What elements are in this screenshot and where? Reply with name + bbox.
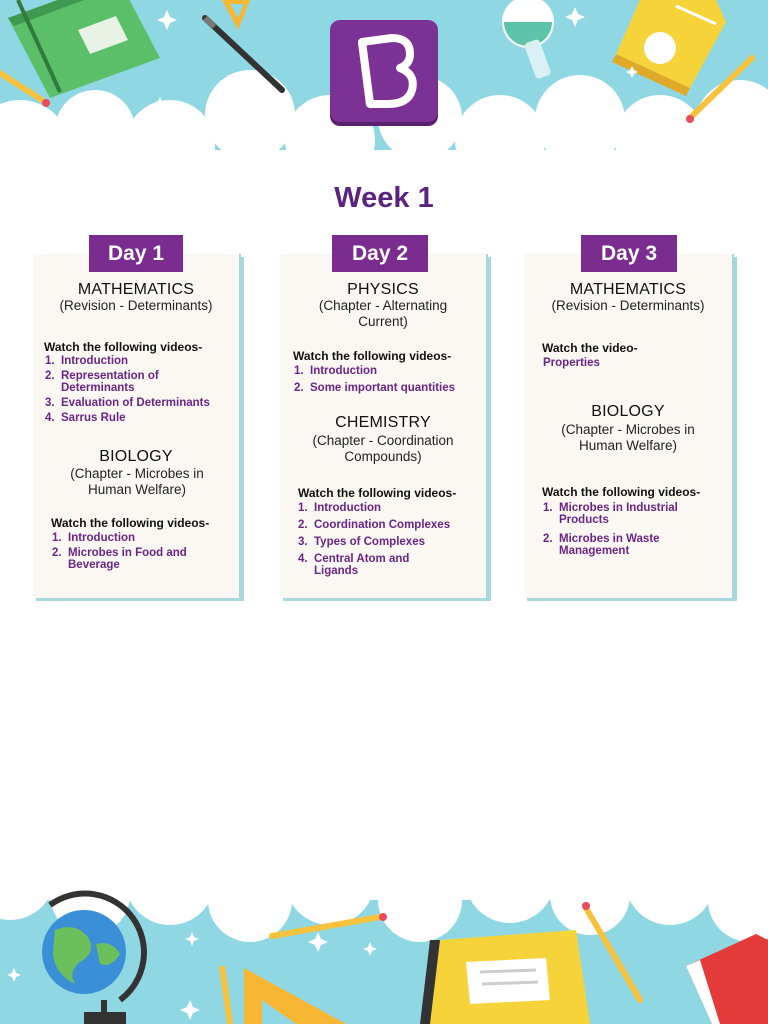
day-tag-3: Day 3: [581, 235, 677, 272]
chapter-subtitle: (Chapter - Microbes in Human Welfare): [70, 466, 204, 497]
brand-logo: [330, 20, 438, 122]
subject-title: MATHEMATICS: [77, 281, 195, 298]
subject-title: CHEMISTRY: [335, 414, 431, 431]
subject-title: PHYSICS: [347, 281, 419, 298]
chapter-subtitle: (Chapter - Alternating Current): [318, 298, 448, 329]
day-tag-1: Day 1: [89, 235, 183, 272]
b-logo-icon: [330, 20, 438, 122]
watch-instruction: Watch the video-: [542, 341, 638, 355]
chapter-subtitle: (Revision - Determinants): [59, 298, 213, 313]
watch-instruction: Watch the following videos-: [51, 516, 210, 530]
chapter-subtitle: (Revision - Determinants): [551, 298, 705, 313]
chapter-subtitle: (Chapter - Coordination Compounds): [312, 433, 454, 464]
watch-instruction: Watch the following videos-: [298, 486, 457, 500]
watch-instruction: Watch the following videos-: [44, 340, 203, 354]
week-title: Week 1: [334, 182, 434, 214]
day-tag-2: Day 2: [332, 235, 428, 272]
subject-title: BIOLOGY: [99, 448, 173, 465]
watch-instruction: Watch the following videos-: [293, 349, 452, 363]
day-card-2: PHYSICS (Chapter - Alternating Current) Watch the following videos- 1. Introduction 2. Some important quantities CHEMISTRY (Chapter - Coordination Compounds) Watch the following videos- 1. Introduction 2. Coordination Complexes 3. Types of Complexes 4. Central Atom and Ligands: [280, 254, 488, 598]
video-link[interactable]: Properties: [543, 357, 600, 369]
chapter-subtitle: (Chapter - Microbes in Human Welfare): [561, 422, 695, 453]
day-card-3: MATHEMATICS (Revision - Determinants) Watch the video- Properties BIOLOGY (Chapter - Microbes in Human Welfare) Watch the following videos- 1. Microbes in Industrial Products 2. Microbes in Waste Management: [524, 254, 734, 598]
subject-title: MATHEMATICS: [569, 281, 687, 298]
subject-title: BIOLOGY: [591, 403, 665, 420]
day-card-1: MATHEMATICS (Revision - Determinants) Watch the following videos- 1. Introduction 2. Representation of Determinants 3. Evaluation of Determinants 4. Sarrus Rule BIOLOGY (Chapter - Microbes in Human Welfare) Watch the following videos- 1. Introduction 2. Microbes in Food and Beverage: [33, 254, 241, 598]
watch-instruction: Watch the following videos-: [542, 485, 701, 499]
notebook-icon: [420, 930, 590, 1024]
